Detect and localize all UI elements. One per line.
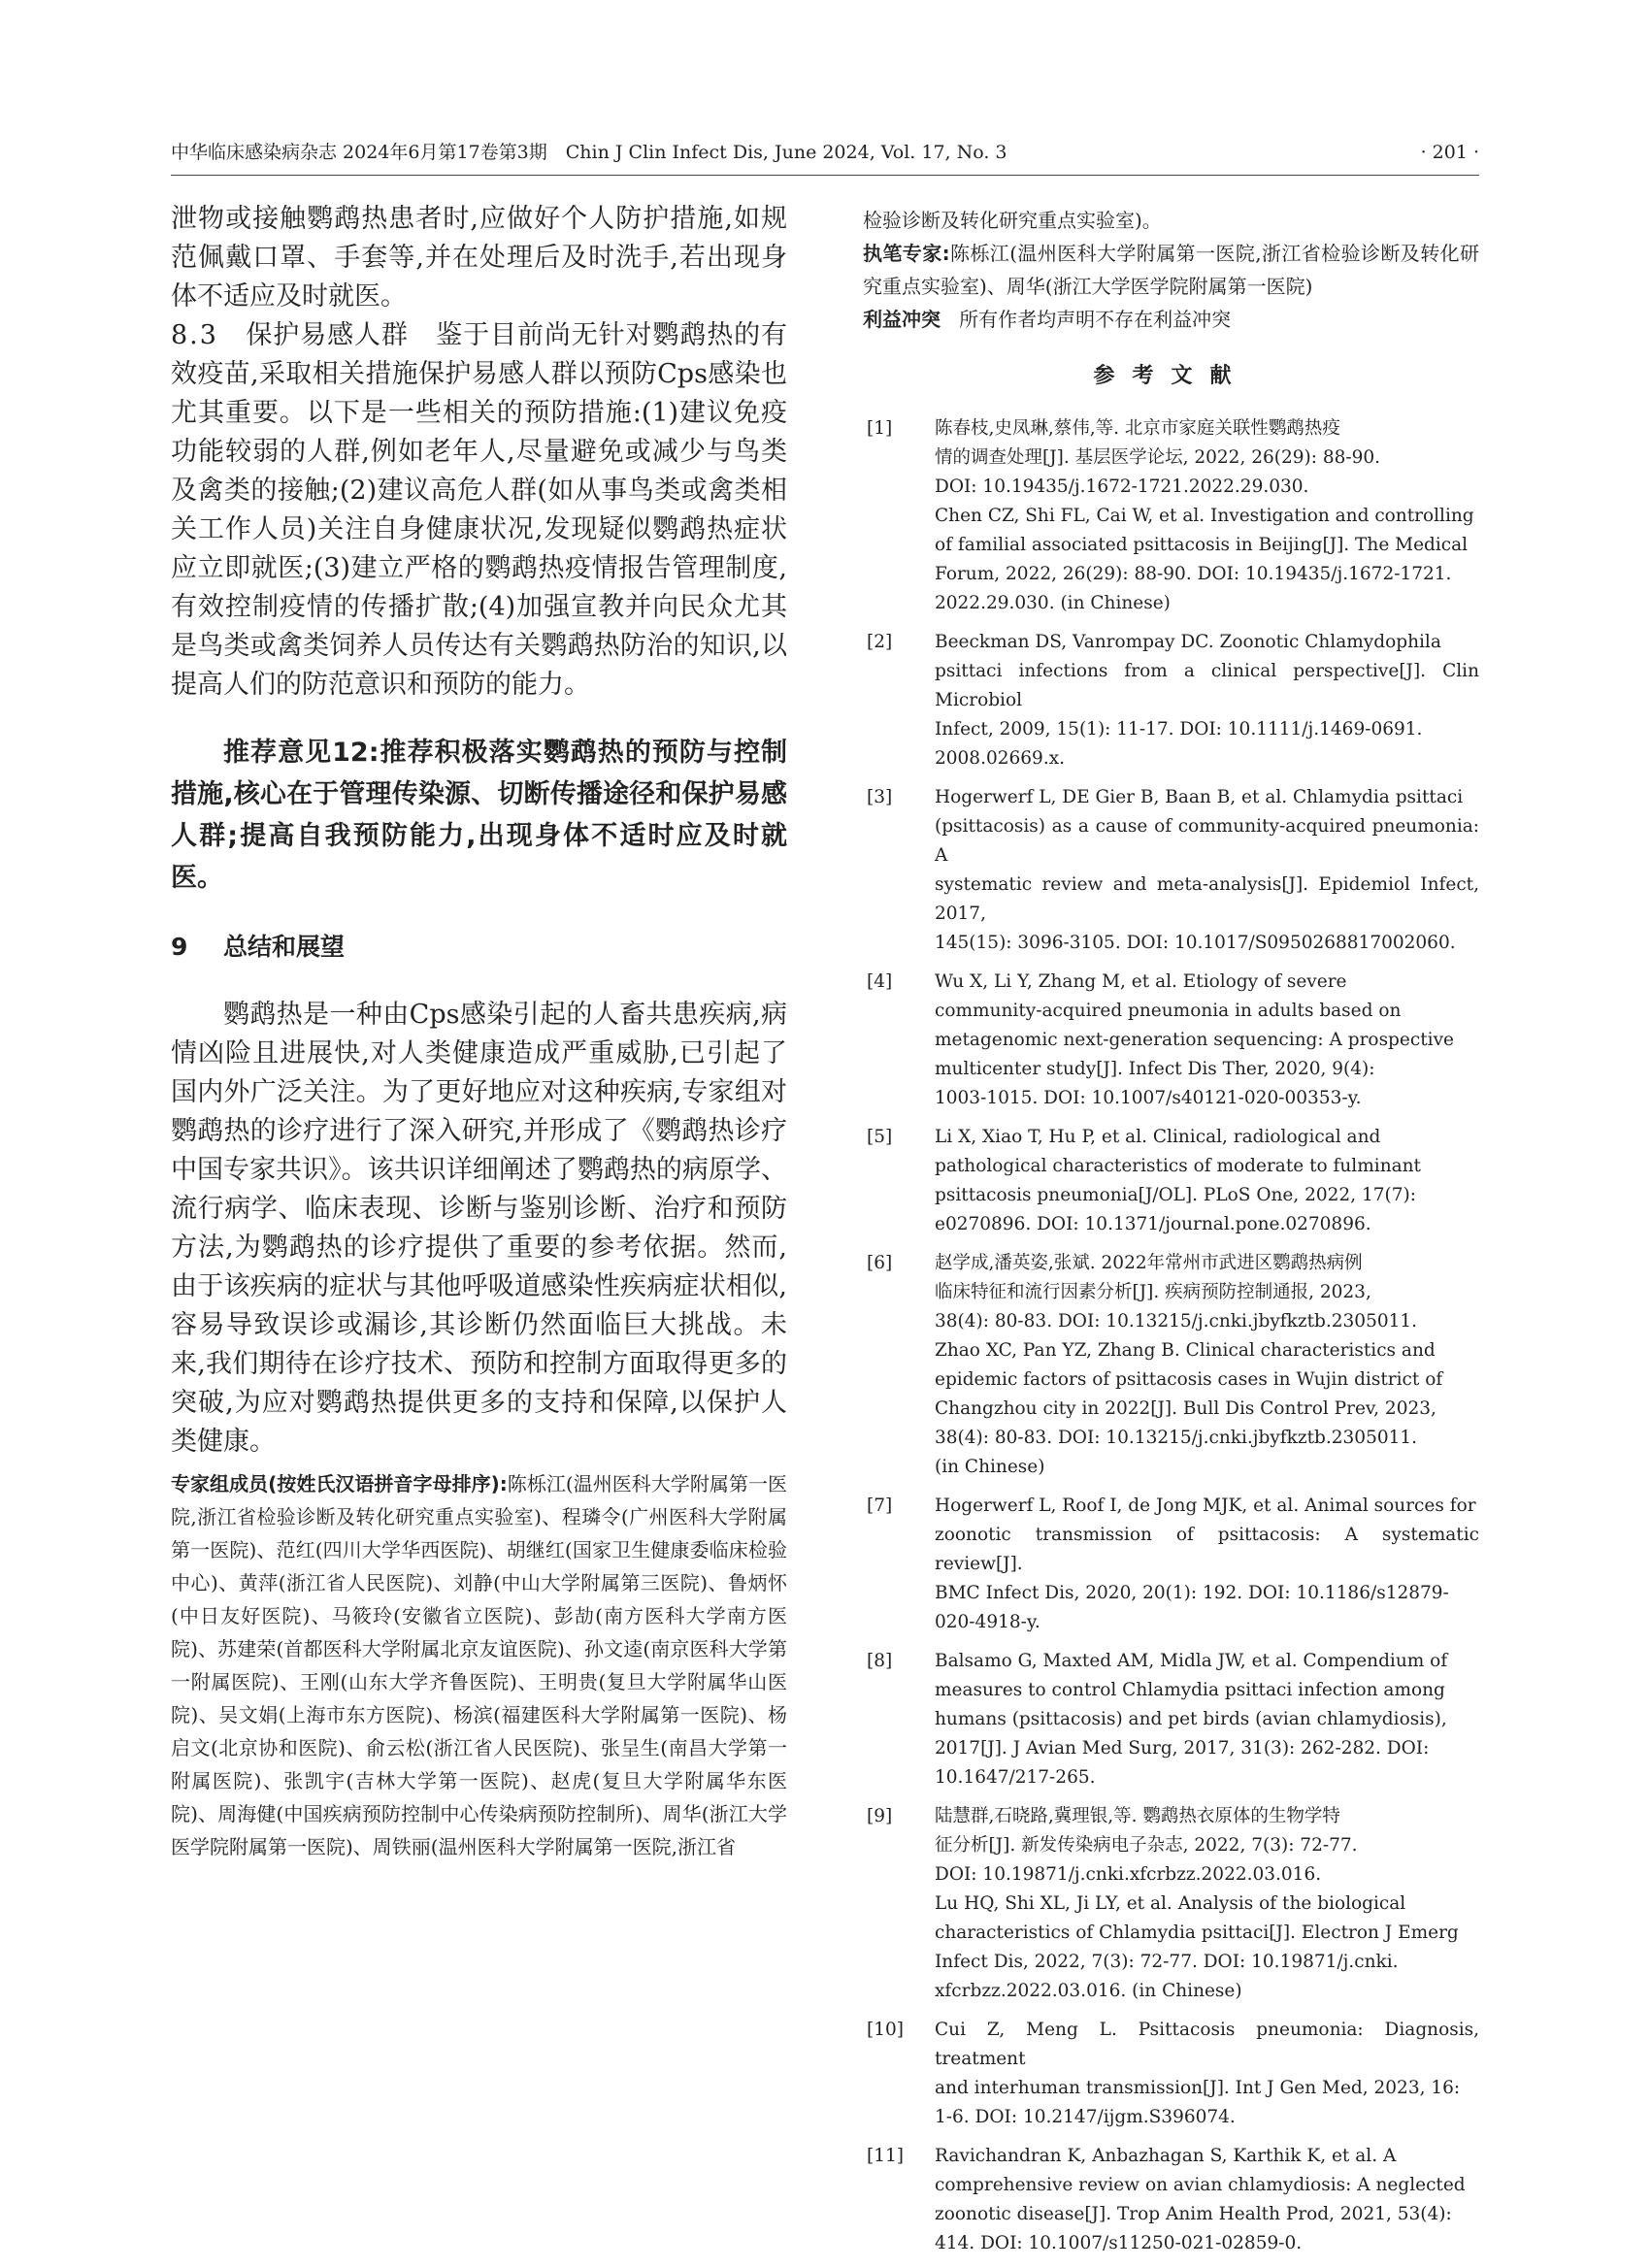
reference-number: [9] xyxy=(867,1806,893,1826)
expert-group xyxy=(171,1467,787,1863)
page-number: · 201 · xyxy=(1420,142,1479,163)
reference-line: measures to control Chlamydia psittaci infection among xyxy=(935,1680,1445,1700)
section-number: 9 xyxy=(171,933,188,961)
reference-item xyxy=(863,1802,1479,2006)
reference-item xyxy=(863,783,1479,958)
conflict-of-interest xyxy=(863,303,1479,336)
reference-line: 2008.02669.x. xyxy=(935,748,1066,769)
reference-line: 1-6. DOI: 10.2147/ijgm.S396074. xyxy=(935,2107,1236,2127)
reference-line: Cui Z, Meng L. Psittacosis pneumonia: Diagnosis, treatment xyxy=(935,2020,1479,2069)
recommendation-12: 推荐意见12:推荐积极落实鹦鹉热的预防与控制措施,核心在于管理传染源、切断传播途径和保护易感人群;提高自我预防能力,出现身体不适时应及时就医。 xyxy=(171,738,787,893)
reference-line: 2017[J]. J Avian Med Surg, 2017, 31(3): 262-282. DOI: xyxy=(935,1738,1430,1759)
header-rule xyxy=(171,175,1479,176)
reference-line: 414. DOI: 10.1007/s11250-021-02859-0. xyxy=(935,2233,1303,2253)
reference-item xyxy=(863,628,1479,773)
reference-line: 020-4918-y. xyxy=(935,1612,1040,1632)
reference-line: Zhao XC, Pan YZ, Zhang B. Clinical characteristics and xyxy=(935,1340,1436,1361)
intro-paragraph: 泄物或接触鹦鹉热患者时,应做好个人防护措施,如规范佩戴口罩、手套等,并在处理后及时洗手,若出现身体不适应及时就医。 xyxy=(171,204,787,312)
reference-line: zoonotic transmission of psittacosis: A systematic review[J]. xyxy=(935,1525,1479,1574)
right-column xyxy=(863,204,1479,2268)
reference-line: 38(4): 80-83. DOI: 10.13215/j.cnki.jbyfkztb.2305011. xyxy=(935,1428,1418,1448)
reference-line: systematic review and meta-analysis[J]. Epidemiol Infect, 2017, xyxy=(935,874,1479,924)
reference-item xyxy=(863,2016,1479,2132)
reference-line: Wu X, Li Y, Zhang M, et al. Etiology of severe xyxy=(935,971,1347,992)
left-column xyxy=(171,200,787,1863)
reference-line: BMC Infect Dis, 2020, 20(1): 192. DOI: 10.1186/s12879- xyxy=(935,1583,1449,1603)
reference-item xyxy=(863,2142,1479,2258)
reference-line: psittaci infections from a clinical perspective[J]. Clin Microbiol xyxy=(935,661,1479,710)
reference-line: Balsamo G, Maxted AM, Midla JW, et al. Compendium of xyxy=(935,1651,1448,1671)
section-title: 总结和展望 xyxy=(223,933,346,961)
reference-line: Hogerwerf L, Roof I, de Jong MJK, et al. Animal sources for xyxy=(935,1496,1476,1516)
reference-line: comprehensive review on avian chlamydiosis: A neglected xyxy=(935,2175,1466,2195)
reference-line: of familial associated psittacosis in Beijing[J]. The Medical xyxy=(935,535,1469,555)
reference-line: and interhuman transmission[J]. Int J Gen Med, 2023, 16: xyxy=(935,2078,1461,2098)
reference-line: Chen CZ, Shi FL, Cai W, et al. Investigation and controlling xyxy=(935,506,1474,526)
running-header xyxy=(171,136,1479,169)
journal-header: 中华临床感染病杂志 2024年6月第17卷第3期 Chin J Clin Infect Dis, June 2024, Vol. 17, No. 3 xyxy=(171,142,1007,163)
reference-number: [4] xyxy=(867,971,893,992)
reference-line: Ravichandran K, Anbazhagan S, Karthik K, et al. A xyxy=(935,2146,1397,2166)
reference-line: 陆慧群,石晓路,冀理银,等. 鹦鹉热衣原体的生物学特 xyxy=(935,1806,1340,1826)
section-9-paragraph: 鹦鹉热是一种由Cps感染引起的人畜共患疾病,病情凶险且进展快,对人类健康造成严重威胁,已引起了国内外广泛关注。为了更好地应对这种疾病,专家组对鹦鹉热的诊疗进行了深入研究,并形成了《鹦鹉热诊疗中国专家共识》。该共识详细阐述了鹦鹉热的病原学、流行病学、临床表现、诊断与鉴别诊断、治疗和预防方法,为鹦鹉热的诊疗提供了重要的参考依据。然而,由于该疾病的症状与其他呼吸道感染性疾病症状相似,容易导致误诊或漏诊,其诊断仍然面临巨大挑战。未来,我们期待在诊疗技术、预防和控制方面取得更多的突破,为应对鹦鹉热提供更多的支持和保障,以保护人类健康。 xyxy=(171,1000,787,1457)
reference-line: pathological characteristics of moderate to fulminant xyxy=(935,1156,1421,1176)
reference-line: xfcrbzz.2022.03.016. (in Chinese) xyxy=(935,1981,1242,2001)
reference-number: [11] xyxy=(867,2146,904,2166)
reference-line: humans (psittacosis) and pet birds (avian chlamydiosis), xyxy=(935,1709,1447,1729)
reference-line: DOI: 10.19871/j.cnki.xfcrbzz.2022.03.016. xyxy=(935,1864,1322,1885)
reference-number: [7] xyxy=(867,1496,893,1516)
expert-group-list: 陈栎江(温州医科大学附属第一医院,浙江省检验诊断及转化研究重点实验室)、程璘令(广州医科大学附属第一医院)、范红(四川大学华西医院)、胡继红(国家卫生健康委临床检验中心)、黄萍(浙江省人民医院)、刘静(中山大学附属第三医院)、鲁炳怀(中日友好医院)、马筱玲(安徽省立医院)、彭劼(南方医科大学南方医院)、苏建荣(首都医科大学附属北京友谊医院)、孙文逵(南京医科大学第一附属医院)、王刚(山东大学齐鲁医院)、王明贵(复旦大学附属华山医院)、吴文娟(上海市东方医院)、杨滨(福建医科大学附属第一医院)、杨启文(北京协和医院)、俞云松(浙江省人民医院)、张呈生(南昌大学第一附属医院)、张凯宇(吉林大学第一医院)、赵虎(复旦大学附属华东医院)、周海健(中国疾病预防控制中心传染病预防控制所)、周华(浙江大学医学院附属第一医院)、周铁丽(温州医科大学附属第一医院,浙江省 xyxy=(171,1472,787,1858)
reference-line: Hogerwerf L, DE Gier B, Baan B, et al. Chlamydia psittaci xyxy=(935,787,1464,807)
reference-line: DOI: 10.19435/j.1672-1721.2022.29.030. xyxy=(935,477,1309,497)
expert-list-continuation: 检验诊断及转化研究重点实验室)。 xyxy=(863,209,1162,232)
reference-number: [8] xyxy=(867,1651,893,1671)
reference-line: e0270896. DOI: 10.1371/journal.pone.0270896. xyxy=(935,1214,1371,1234)
reference-line: Changzhou city in 2022[J]. Bull Dis Control Prev, 2023, xyxy=(935,1398,1436,1419)
reference-line: Infect Dis, 2022, 7(3): 72-77. DOI: 10.19871/j.cnki. xyxy=(935,1952,1399,1972)
reference-line: Forum, 2022, 26(29): 88-90. DOI: 10.19435/j.1672-1721. xyxy=(935,564,1452,584)
reference-line: zoonotic disease[J]. Trop Anim Health Prod, 2021, 53(4): xyxy=(935,2204,1452,2224)
reference-line: 10.1647/217-265. xyxy=(935,1767,1096,1788)
reference-line: 赵学成,潘英姿,张斌. 2022年常州市武进区鹦鹉热病例 xyxy=(935,1253,1363,1273)
reference-line: 38(4): 80-83. DOI: 10.13215/j.cnki.jbyfkztb.2305011. xyxy=(935,1311,1418,1331)
reference-line: Beeckman DS, Vanrompay DC. Zoonotic Chlamydophila xyxy=(935,632,1441,652)
expert-group-label: 专家组成员(按姓氏汉语拼音字母排序): xyxy=(171,1472,508,1496)
reference-line: Lu HQ, Shi XL, Ji LY, et al. Analysis of the biological xyxy=(935,1893,1406,1914)
reference-line: 陈春枝,史凤琳,蔡伟,等. 北京市家庭关联性鹦鹉热疫 xyxy=(935,418,1340,439)
section-title: 保护易感人群 xyxy=(246,320,409,350)
writing-experts-label: 执笔专家: xyxy=(863,242,950,265)
reference-number: [1] xyxy=(867,418,893,439)
reference-line: 情的调查处理[J]. 基层医学论坛, 2022, 26(29): 88-90. xyxy=(935,447,1381,468)
reference-number: [5] xyxy=(867,1127,893,1147)
reference-line: epidemic factors of psittacosis cases in Wujin district of xyxy=(935,1369,1443,1390)
reference-line: Li X, Xiao T, Hu P, et al. Clinical, radiological and xyxy=(935,1127,1381,1147)
section-8-3 xyxy=(171,316,787,705)
conflict-text: 所有作者均声明不存在利益冲突 xyxy=(959,308,1232,331)
reference-number: [10] xyxy=(867,2020,904,2040)
reference-number: [3] xyxy=(867,787,893,807)
writing-experts xyxy=(863,237,1479,303)
reference-item xyxy=(863,1249,1479,1482)
section-number: 8.3 xyxy=(171,320,218,350)
reference-line: 2022.29.030. (in Chinese) xyxy=(935,593,1171,613)
reference-line: (in Chinese) xyxy=(935,1457,1045,1477)
writing-experts-text: 陈栎江(温州医科大学附属第一医院,浙江省检验诊断及转化研究重点实验室)、周华(浙江大学医学院附属第一医院) xyxy=(863,242,1479,298)
reference-line: 1003-1015. DOI: 10.1007/s40121-020-00353-y. xyxy=(935,1088,1362,1108)
reference-line: 临床特征和流行因素分析[J]. 疾病预防控制通报, 2023, xyxy=(935,1282,1371,1302)
reference-line: 145(15): 3096-3105. DOI: 10.1017/S0950268817002060. xyxy=(935,933,1456,953)
conflict-label: 利益冲突 xyxy=(863,308,941,331)
reference-line: multicenter study[J]. Infect Dis Ther, 2020, 9(4): xyxy=(935,1059,1375,1079)
reference-line: 征分析[J]. 新发传染病电子杂志, 2022, 7(3): 72-77. xyxy=(935,1835,1358,1856)
references-title: 参考文献 xyxy=(1093,364,1249,388)
reference-list xyxy=(863,414,1479,2258)
reference-line: metagenomic next-generation sequencing: A prospective xyxy=(935,1030,1454,1050)
reference-item xyxy=(863,968,1479,1113)
reference-number: [6] xyxy=(867,1253,893,1273)
reference-item xyxy=(863,414,1479,618)
reference-line: community-acquired pneumonia in adults based on xyxy=(935,1001,1402,1021)
reference-item xyxy=(863,1492,1479,1637)
section-9-heading xyxy=(171,930,787,965)
reference-line: psittacosis pneumonia[J/OL]. PLoS One, 2022, 17(7): xyxy=(935,1185,1416,1205)
reference-item xyxy=(863,1647,1479,1792)
section-text: 鉴于目前尚无针对鹦鹉热的有效疫苗,采取相关措施保护易感人群以预防Cps感染也尤其重要。以下是一些相关的预防措施:(1)建议免疫功能较弱的人群,例如老年人,尽量避免或减少与鸟类及禽类的接触;(2)建议高危人群(如从事鸟类或禽类相关工作人员)关注自身健康状况,发现疑似鹦鹉热症状应立即就医;(3)建立严格的鹦鹉热疫情报告管理制度,有效控制疫情的传播扩散;(4)加强宣教并向民众尤其是鸟类或禽类饲养人员传达有关鹦鹉热防治的知识,以提高人们的防范意识和预防的能力。 xyxy=(171,320,788,700)
reference-line: Infect, 2009, 15(1): 11-17. DOI: 10.1111/j.1469-0691. xyxy=(935,719,1423,740)
reference-line: (psittacosis) as a cause of community-acquired pneumonia: A xyxy=(935,816,1479,866)
reference-number: [2] xyxy=(867,632,893,652)
reference-line: characteristics of Chlamydia psittaci[J]. Electron J Emerg xyxy=(935,1923,1459,1943)
reference-item xyxy=(863,1123,1479,1239)
